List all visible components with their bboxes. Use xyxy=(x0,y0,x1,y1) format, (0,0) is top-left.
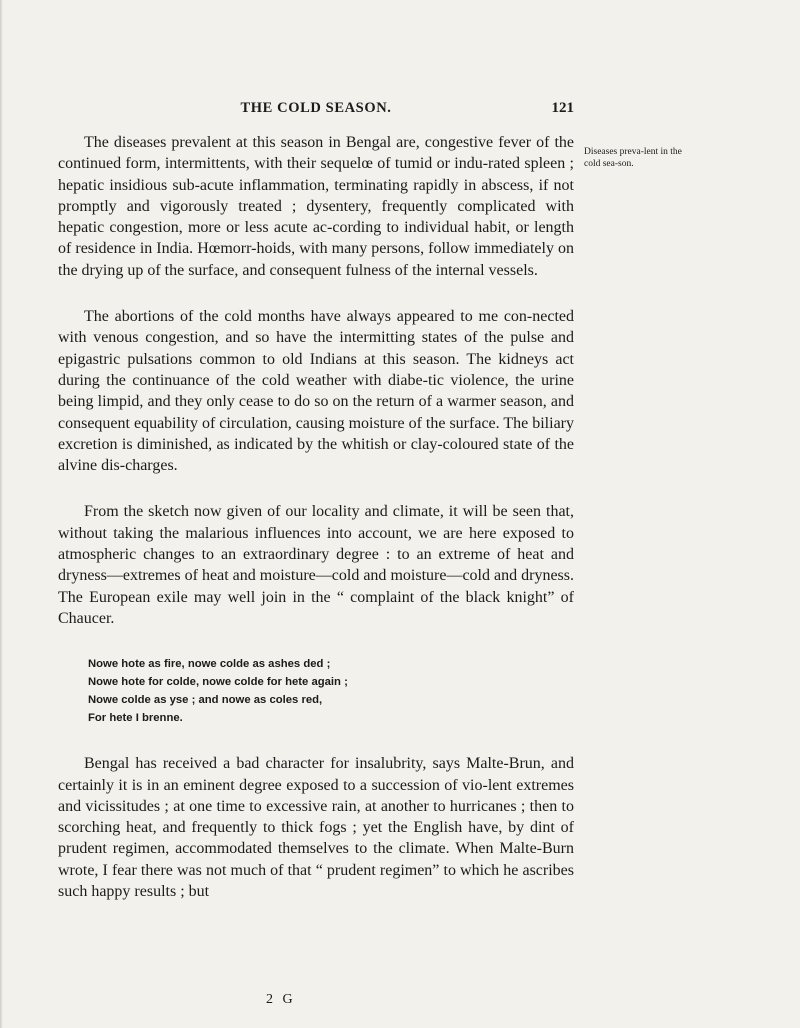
paragraph: Bengal has received a bad character for insalubrity, says Malte-Brun, and certainly it is in an eminent degree exposed to a succession of vio-lent extremes and vicissitudes ; at one time to excessive rain, at another to hurricanes ; then to scorching heat, and frequently to thick fogs ; yet the English have, by dint of prudent regimen, accommodated themselves to the climate. When Malte-Burn wrote, I fear there was not much of that “ prudent regimen” to which he ascribes such happy results ; but xyxy=(58,755,574,901)
running-head xyxy=(58,100,574,124)
paragraph: The abortions of the cold months have always appeared to me con-nected with venous congestion, and so have the intermitting states of the pulse and epigastric pulsations common to old Indians at this season. The kidneys act during the continuance of the cold weather with diabe-tic violence, the urine being limpid, and they only cease to do so on the return of a warmer season, and consequent equability of circulation, causing moisture of the surface. The biliary excretion is diminished, as indicated by the whitish or clay-coloured state of the alvine dis-charges. xyxy=(58,308,574,475)
signature-mark: 2 G xyxy=(266,992,296,1007)
verse-quote xyxy=(88,655,574,727)
margin-note: Diseases preva-lent in the cold sea-son. xyxy=(584,147,682,169)
verse-line: For hete I brenne. xyxy=(88,712,183,725)
paragraph: The diseases prevalent at this season in Bengal are, congestive fever of the continued form, intermittents, with their sequelœ of tumid or indu-rated spleen ; hepatic insidious sub-acute inflammation, terminating rapidly in abscess, if not promptly and vigorously treated ; dysentery, frequently complicated with hepatic congestion, more or less acute ac-cording to individual habit, or length of residence in India. Hœmorr-hoids, with many persons, follow immediately on the drying up of the surface, and consequent fulness of the internal vessels. xyxy=(58,134,574,279)
verse-line: Nowe hote as fire, nowe colde as ashes ded ; xyxy=(88,658,331,671)
page-edge xyxy=(0,0,3,1028)
verse-line: Nowe hote for colde, nowe colde for hete again ; xyxy=(88,676,348,689)
body-text xyxy=(58,132,574,902)
running-title: THE COLD SEASON. xyxy=(240,100,392,116)
verse-line: Nowe colde as yse ; and nowe as coles red, xyxy=(88,694,323,707)
paragraph: From the sketch now given of our locality and climate, it will be seen that, without taking the malarious influences into account, we are here exposed to atmospheric changes to an extraordinary degree : to an extreme of heat and dryness—extremes of heat and moisture—cold and moisture—cold and dryness. The European exile may well join in the “ complaint of the black knight” of Chaucer. xyxy=(58,503,574,627)
page-number: 121 xyxy=(551,100,574,116)
